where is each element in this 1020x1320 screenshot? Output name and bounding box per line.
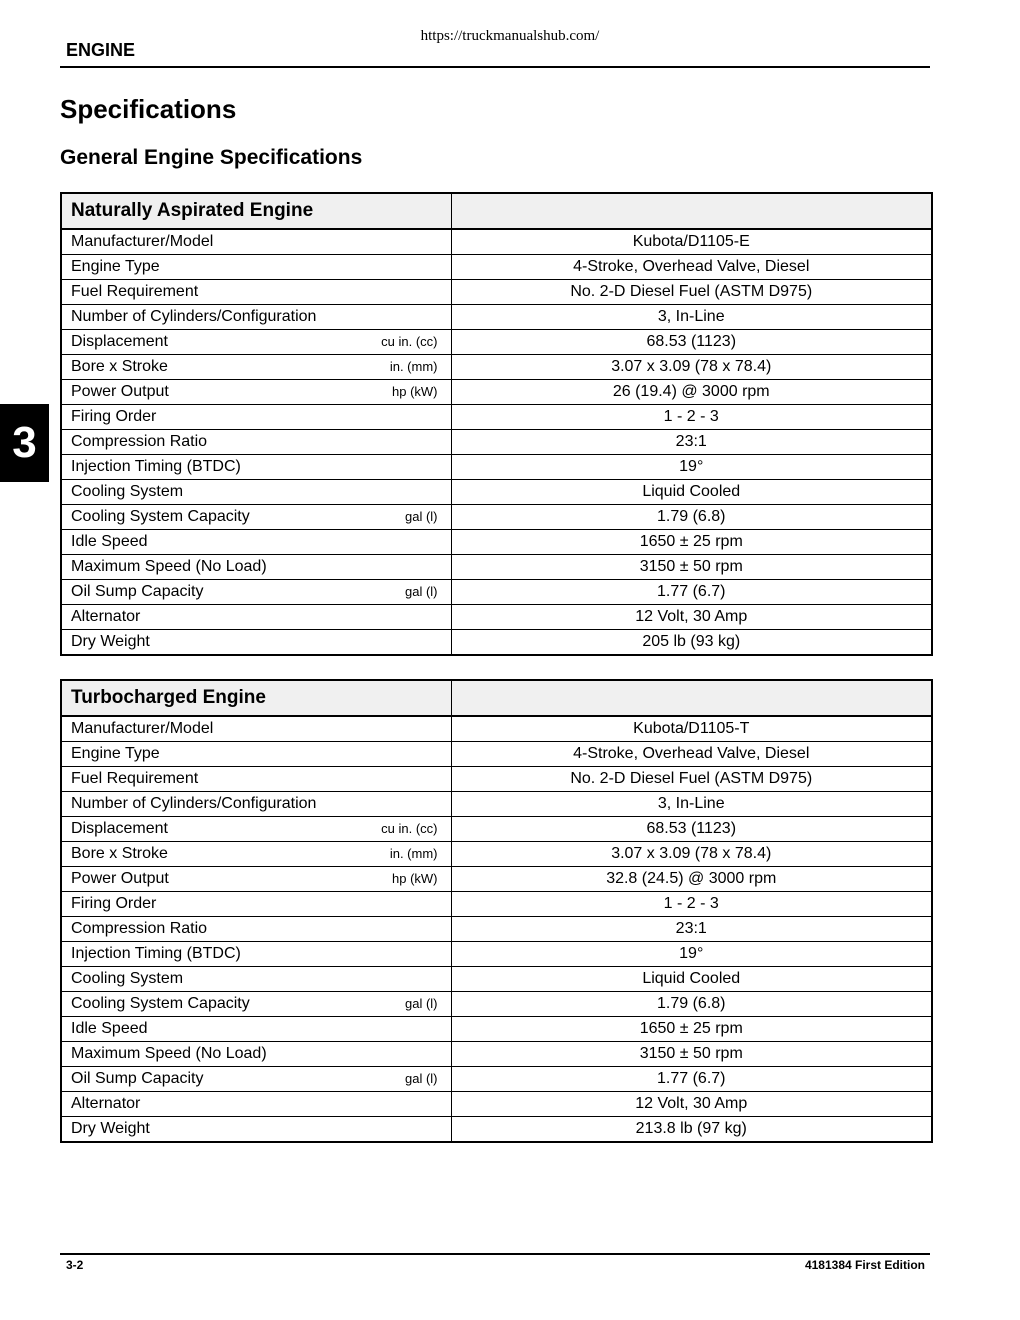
spec-label-cell [61, 380, 451, 405]
spec-label: Displacement [71, 820, 168, 837]
spec-value: 4-Stroke, Overhead Valve, Diesel [451, 255, 932, 280]
table-row [61, 942, 932, 967]
spec-label: Dry Weight [71, 1120, 150, 1137]
spec-value: Liquid Cooled [451, 480, 932, 505]
spec-value: 23:1 [451, 917, 932, 942]
spec-value: 12 Volt, 30 Amp [451, 1092, 932, 1117]
spec-label-cell [61, 229, 451, 255]
table-heading-blank [451, 193, 932, 229]
spec-value: 1.79 (6.8) [451, 992, 932, 1017]
spec-value: 1.77 (6.7) [451, 1067, 932, 1092]
spec-label-cell [61, 1092, 451, 1117]
table-row [61, 892, 932, 917]
spec-value: 19° [451, 455, 932, 480]
spec-label-wrap [71, 330, 442, 354]
spec-value: 26 (19.4) @ 3000 rpm [451, 380, 932, 405]
spec-unit: gal (l) [404, 584, 438, 599]
spec-label-cell [61, 842, 451, 867]
spec-label: Fuel Requirement [71, 283, 199, 300]
spec-label-wrap [71, 967, 442, 991]
table-row [61, 917, 932, 942]
spec-label-cell [61, 455, 451, 480]
spec-label-cell [61, 305, 451, 330]
table-row [61, 716, 932, 742]
spec-label-cell [61, 817, 451, 842]
spec-label-wrap [71, 480, 442, 504]
chapter-tab: 3 [0, 404, 49, 482]
spec-label-cell [61, 767, 451, 792]
spec-label-wrap [71, 1067, 442, 1091]
spec-label-cell [61, 255, 451, 280]
table-row [61, 1117, 932, 1143]
spec-unit: cu in. (cc) [381, 821, 438, 836]
spec-value: 19° [451, 942, 932, 967]
spec-label-wrap [71, 555, 442, 579]
table-row [61, 842, 932, 867]
spec-label: Oil Sump Capacity [71, 1070, 204, 1087]
table-row [61, 867, 932, 892]
spec-value: 68.53 (1123) [451, 817, 932, 842]
page-title: Specifications [60, 94, 237, 124]
spec-label: Firing Order [71, 895, 157, 912]
table-row [61, 580, 932, 605]
spec-label: Engine Type [71, 258, 160, 275]
spec-label: Fuel Requirement [71, 770, 199, 787]
spec-label-wrap [71, 842, 442, 866]
spec-label: Bore x Stroke [71, 358, 168, 375]
spec-label-cell [61, 505, 451, 530]
table-row [61, 555, 932, 580]
spec-value: 1650 ± 25 rpm [451, 1017, 932, 1042]
spec-label-wrap [71, 917, 442, 941]
spec-label-wrap [71, 742, 442, 766]
spec-label: Alternator [71, 608, 141, 625]
spec-label-wrap [71, 530, 442, 554]
spec-label-cell [61, 917, 451, 942]
spec-label-wrap [71, 1017, 442, 1041]
spec-label-wrap [71, 717, 442, 741]
spec-label: Dry Weight [71, 633, 150, 650]
spec-label-wrap [71, 792, 442, 816]
spec-label-wrap [71, 580, 442, 604]
table-heading: Turbocharged Engine [61, 680, 451, 716]
spec-label: Injection Timing (BTDC) [71, 945, 241, 962]
spec-label-wrap [71, 505, 442, 529]
spec-label: Displacement [71, 333, 168, 350]
spec-label: Power Output [71, 870, 169, 887]
spec-value: 1.77 (6.7) [451, 580, 932, 605]
spec-label: Injection Timing (BTDC) [71, 458, 241, 475]
spec-label: Cooling System Capacity [71, 508, 250, 525]
spec-label-cell [61, 480, 451, 505]
spec-unit: hp (kW) [392, 871, 438, 886]
spec-label-wrap [71, 630, 442, 654]
table-row [61, 817, 932, 842]
spec-label: Number of Cylinders/Configuration [71, 795, 317, 812]
spec-label-wrap [71, 455, 442, 479]
spec-label-cell [61, 330, 451, 355]
table-row [61, 255, 932, 280]
table-row [61, 480, 932, 505]
header-rule [60, 66, 930, 68]
spec-label-cell [61, 942, 451, 967]
table-row [61, 605, 932, 630]
spec-label-cell [61, 405, 451, 430]
spec-value: 3150 ± 50 rpm [451, 555, 932, 580]
spec-label-wrap [71, 430, 442, 454]
table-row [61, 530, 932, 555]
spec-unit: in. (mm) [389, 359, 438, 374]
spec-label: Power Output [71, 383, 169, 400]
spec-value: 32.8 (24.5) @ 3000 rpm [451, 867, 932, 892]
spec-label: Compression Ratio [71, 433, 208, 450]
spec-value: 1650 ± 25 rpm [451, 530, 932, 555]
table-row [61, 1017, 932, 1042]
turbocharged-spec-table [60, 679, 933, 1143]
spec-label-wrap [71, 867, 442, 891]
spec-label: Compression Ratio [71, 920, 208, 937]
spec-value: Kubota/D1105-E [451, 229, 932, 255]
spec-value: 12 Volt, 30 Amp [451, 605, 932, 630]
table-row [61, 330, 932, 355]
footer-rule [60, 1253, 930, 1255]
spec-value: 3.07 x 3.09 (78 x 78.4) [451, 842, 932, 867]
spec-label: Oil Sump Capacity [71, 583, 204, 600]
spec-value: 23:1 [451, 430, 932, 455]
spec-label-cell [61, 792, 451, 817]
table-row [61, 967, 932, 992]
spec-label-wrap [71, 942, 442, 966]
spec-label-cell [61, 742, 451, 767]
spec-label-wrap [71, 767, 442, 791]
spec-label: Idle Speed [71, 1020, 148, 1037]
spec-label: Maximum Speed (No Load) [71, 1045, 267, 1062]
spec-label-cell [61, 630, 451, 656]
table-row [61, 380, 932, 405]
spec-label: Cooling System [71, 483, 184, 500]
table-row [61, 355, 932, 380]
spec-value: 205 lb (93 kg) [451, 630, 932, 656]
spec-label-wrap [71, 405, 442, 429]
spec-label-cell [61, 555, 451, 580]
spec-unit: hp (kW) [392, 384, 438, 399]
spec-label-cell [61, 967, 451, 992]
spec-label: Manufacturer/Model [71, 233, 214, 250]
spec-label-wrap [71, 255, 442, 279]
spec-value: 1.79 (6.8) [451, 505, 932, 530]
spec-label-cell [61, 1117, 451, 1143]
spec-label-wrap [71, 280, 442, 304]
spec-value: 3150 ± 50 rpm [451, 1042, 932, 1067]
spec-label: Bore x Stroke [71, 845, 168, 862]
spec-label-cell [61, 992, 451, 1017]
table-row [61, 992, 932, 1017]
table-heading-row [61, 193, 932, 229]
page-number: 3-2 [66, 1258, 84, 1272]
spec-label-wrap [71, 1042, 442, 1066]
table-heading: Naturally Aspirated Engine [61, 193, 451, 229]
spec-label: Cooling System Capacity [71, 995, 250, 1012]
naturally-aspirated-spec-table [60, 192, 933, 656]
table-row [61, 1067, 932, 1092]
edition-label: 4181384 First Edition [804, 1258, 925, 1272]
spec-value: 3, In-Line [451, 305, 932, 330]
spec-label-cell [61, 1042, 451, 1067]
spec-label-wrap [71, 1092, 442, 1116]
table-row [61, 1042, 932, 1067]
source-url[interactable]: https://truckmanualshub.com/ [420, 28, 600, 44]
spec-label-wrap [71, 992, 442, 1016]
table-row [61, 1092, 932, 1117]
table-row [61, 792, 932, 817]
spec-label: Idle Speed [71, 533, 148, 550]
spec-label-wrap [71, 230, 442, 254]
spec-value: 3.07 x 3.09 (78 x 78.4) [451, 355, 932, 380]
spec-label-cell [61, 280, 451, 305]
table-row [61, 280, 932, 305]
table-row [61, 229, 932, 255]
table-row [61, 430, 932, 455]
spec-value: 1 - 2 - 3 [451, 405, 932, 430]
spec-label: Firing Order [71, 408, 157, 425]
spec-label: Alternator [71, 1095, 141, 1112]
spec-unit: in. (mm) [389, 846, 438, 861]
spec-unit: gal (l) [404, 509, 438, 524]
spec-label-wrap [71, 355, 442, 379]
table-row [61, 630, 932, 656]
spec-label-cell [61, 716, 451, 742]
spec-label: Maximum Speed (No Load) [71, 558, 267, 575]
table-row [61, 505, 932, 530]
spec-value: 68.53 (1123) [451, 330, 932, 355]
page-subtitle: General Engine Specifications [60, 146, 363, 169]
spec-label: Cooling System [71, 970, 184, 987]
spec-label-cell [61, 892, 451, 917]
spec-label-cell [61, 355, 451, 380]
spec-label-wrap [71, 892, 442, 916]
table-row [61, 767, 932, 792]
spec-label: Number of Cylinders/Configuration [71, 308, 317, 325]
spec-value: 4-Stroke, Overhead Valve, Diesel [451, 742, 932, 767]
spec-label-wrap [71, 817, 442, 841]
spec-value: 213.8 lb (97 kg) [451, 1117, 932, 1143]
spec-label-wrap [71, 380, 442, 404]
spec-label-wrap [71, 1117, 442, 1141]
spec-label-cell [61, 1067, 451, 1092]
table-row [61, 405, 932, 430]
spec-label: Manufacturer/Model [71, 720, 214, 737]
section-header: ENGINE [66, 40, 136, 60]
spec-label-cell [61, 430, 451, 455]
spec-label-wrap [71, 305, 442, 329]
spec-label-cell [61, 605, 451, 630]
spec-value: Liquid Cooled [451, 967, 932, 992]
table-row [61, 455, 932, 480]
spec-value: No. 2-D Diesel Fuel (ASTM D975) [451, 767, 932, 792]
spec-label-cell [61, 580, 451, 605]
spec-unit: gal (l) [404, 996, 438, 1011]
table-heading-row [61, 680, 932, 716]
table-row [61, 742, 932, 767]
spec-label: Engine Type [71, 745, 160, 762]
spec-unit: gal (l) [404, 1071, 438, 1086]
spec-unit: cu in. (cc) [381, 334, 438, 349]
spec-label-cell [61, 530, 451, 555]
table-heading-blank [451, 680, 932, 716]
spec-label-cell [61, 1017, 451, 1042]
spec-value: Kubota/D1105-T [451, 716, 932, 742]
spec-value: 3, In-Line [451, 792, 932, 817]
spec-value: 1 - 2 - 3 [451, 892, 932, 917]
spec-label-wrap [71, 605, 442, 629]
table-row [61, 305, 932, 330]
spec-label-cell [61, 867, 451, 892]
spec-value: No. 2-D Diesel Fuel (ASTM D975) [451, 280, 932, 305]
